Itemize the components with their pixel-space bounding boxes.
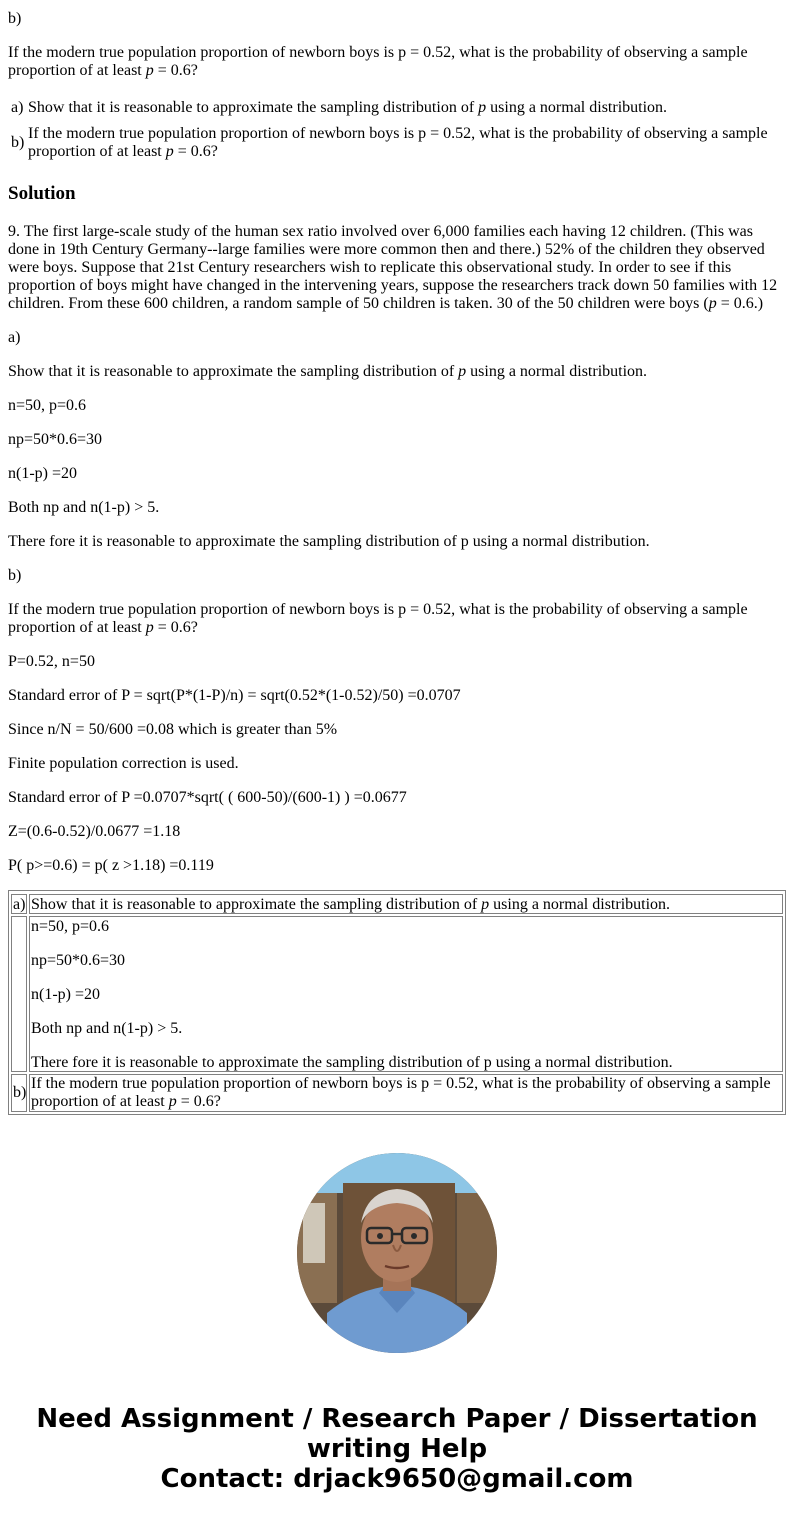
- question-text-start: If the modern true population proportion of newborn boys is p = 0.52, what is the probability of observing a sample proportion of at least: [28, 125, 768, 160]
- part-a-step: n=50, p=0.6: [8, 397, 87, 414]
- question-text: [28, 125, 783, 161]
- question-text: If the modern true population proportion of newborn boys is p = 0.52, what is the probability of observing a sample proportion of at least: [8, 601, 748, 636]
- question-text-end: = 0.6?: [153, 619, 198, 636]
- variable-p: p: [458, 363, 467, 380]
- variable-p: p: [145, 619, 154, 636]
- question-text-end: using a normal distribution.: [489, 896, 671, 913]
- promo-line-2: writing Help: [306, 1434, 488, 1464]
- part-b-answer: P( p>=0.6) = p( z >1.18) =0.119: [8, 857, 214, 874]
- variable-p: p: [145, 62, 154, 79]
- question-text-start: Show that it is reasonable to approximate the sampling distribution of: [31, 896, 482, 913]
- table-cell-empty: [11, 916, 27, 1072]
- top-part-b-label: b): [8, 10, 22, 27]
- question-text: [28, 99, 783, 117]
- question-label: b): [11, 134, 25, 151]
- part-a-step: np=50*0.6=30: [8, 431, 103, 448]
- table-cell-answer: [29, 916, 783, 1072]
- table-cell-question: [29, 894, 783, 914]
- top-part-b-question: [8, 44, 788, 80]
- answer-step: n=50, p=0.6: [31, 918, 110, 935]
- answer-step: n(1-p) =20: [31, 986, 101, 1003]
- problem-text: 9. The first large-scale study of the human sex ratio involved over 6,000 families each having 12 children. (This was done in 19th Century Germany--large families were more common then and there.) 52% of the children they observed were boys. Suppose that 21st Century researchers wish to replicate this observational study. In order to see if this proportion of boys might have changed in the intervening years, suppose the researchers track down 50 families with 12 children. From these 600 children, a random sample of 50 children is taken. 30 of the 50 children were boys (: [8, 223, 778, 312]
- answer-conclusion: There fore it is reasonable to approximate the sampling distribution of p using a normal distribution.: [31, 1054, 673, 1071]
- variable-p: p: [165, 143, 174, 160]
- part-b-step: Finite population correction is used.: [8, 755, 239, 772]
- question-label: a): [11, 99, 24, 116]
- part-b-step: Standard error of P =0.0707*sqrt( ( 600-50)/(600-1) ) =0.0677: [8, 789, 407, 806]
- part-a-step: Both np and n(1-p) > 5.: [8, 499, 160, 516]
- summary-table: [8, 890, 786, 1115]
- solution-heading: Solution: [8, 183, 76, 204]
- question-text-start: If the modern true population proportion of newborn boys is p = 0.52, what is the probability of observing a sample proportion of at least: [31, 1075, 771, 1110]
- row-label: a): [13, 896, 26, 913]
- part-a-label: a): [8, 329, 21, 346]
- table-cell-question: [29, 1074, 783, 1112]
- problem-statement: [8, 223, 783, 313]
- answer-step: Both np and n(1-p) > 5.: [31, 1020, 183, 1037]
- question-text: [31, 1075, 781, 1111]
- author-avatar: [297, 1153, 497, 1353]
- author-photo: [297, 1153, 497, 1353]
- table-cell-label: [11, 894, 27, 914]
- question-text-start: Show that it is reasonable to approximate the sampling distribution of: [28, 99, 479, 116]
- part-b-question: [8, 601, 788, 637]
- question-text-end: = 0.6?: [176, 1093, 221, 1110]
- part-a-conclusion: There fore it is reasonable to approximate the sampling distribution of p using a normal distribution.: [8, 533, 650, 550]
- promo-contact: Contact: drjack9650@gmail.com: [160, 1464, 634, 1494]
- question-text-end: using a normal distribution.: [486, 99, 668, 116]
- question-text: Show that it is reasonable to approximate the sampling distribution of: [8, 363, 459, 380]
- problem-text-end: = 0.6.): [716, 295, 764, 312]
- question-text: [31, 896, 781, 914]
- variable-p: p: [481, 896, 490, 913]
- part-b-step: P=0.52, n=50: [8, 653, 95, 670]
- answer-step: np=50*0.6=30: [31, 952, 126, 969]
- part-a-question: [8, 363, 788, 381]
- question-text-end: using a normal distribution.: [466, 363, 648, 380]
- part-b-label: b): [8, 567, 22, 584]
- part-a-step: n(1-p) =20: [8, 465, 78, 482]
- question-text-end: = 0.6?: [153, 62, 198, 79]
- variable-p: p: [478, 99, 487, 116]
- promo-line-1: Need Assignment / Research Paper / Dissertation: [36, 1404, 758, 1434]
- table-cell-label: [11, 1074, 27, 1112]
- part-b-step: Since n/N = 50/600 =0.08 which is greater than 5%: [8, 721, 338, 738]
- variable-p: p: [708, 295, 717, 312]
- row-label: b): [13, 1084, 27, 1101]
- part-b-step: Z=(0.6-0.52)/0.0677 =1.18: [8, 823, 181, 840]
- variable-p: p: [168, 1093, 177, 1110]
- question-text: If the modern true population proportion of newborn boys is p = 0.52, what is the probability of observing a sample proportion of at least: [8, 44, 748, 79]
- part-b-step: Standard error of P = sqrt(P*(1-P)/n) = sqrt(0.52*(1-0.52)/50) =0.0707: [8, 687, 461, 704]
- question-text-end: = 0.6?: [173, 143, 218, 160]
